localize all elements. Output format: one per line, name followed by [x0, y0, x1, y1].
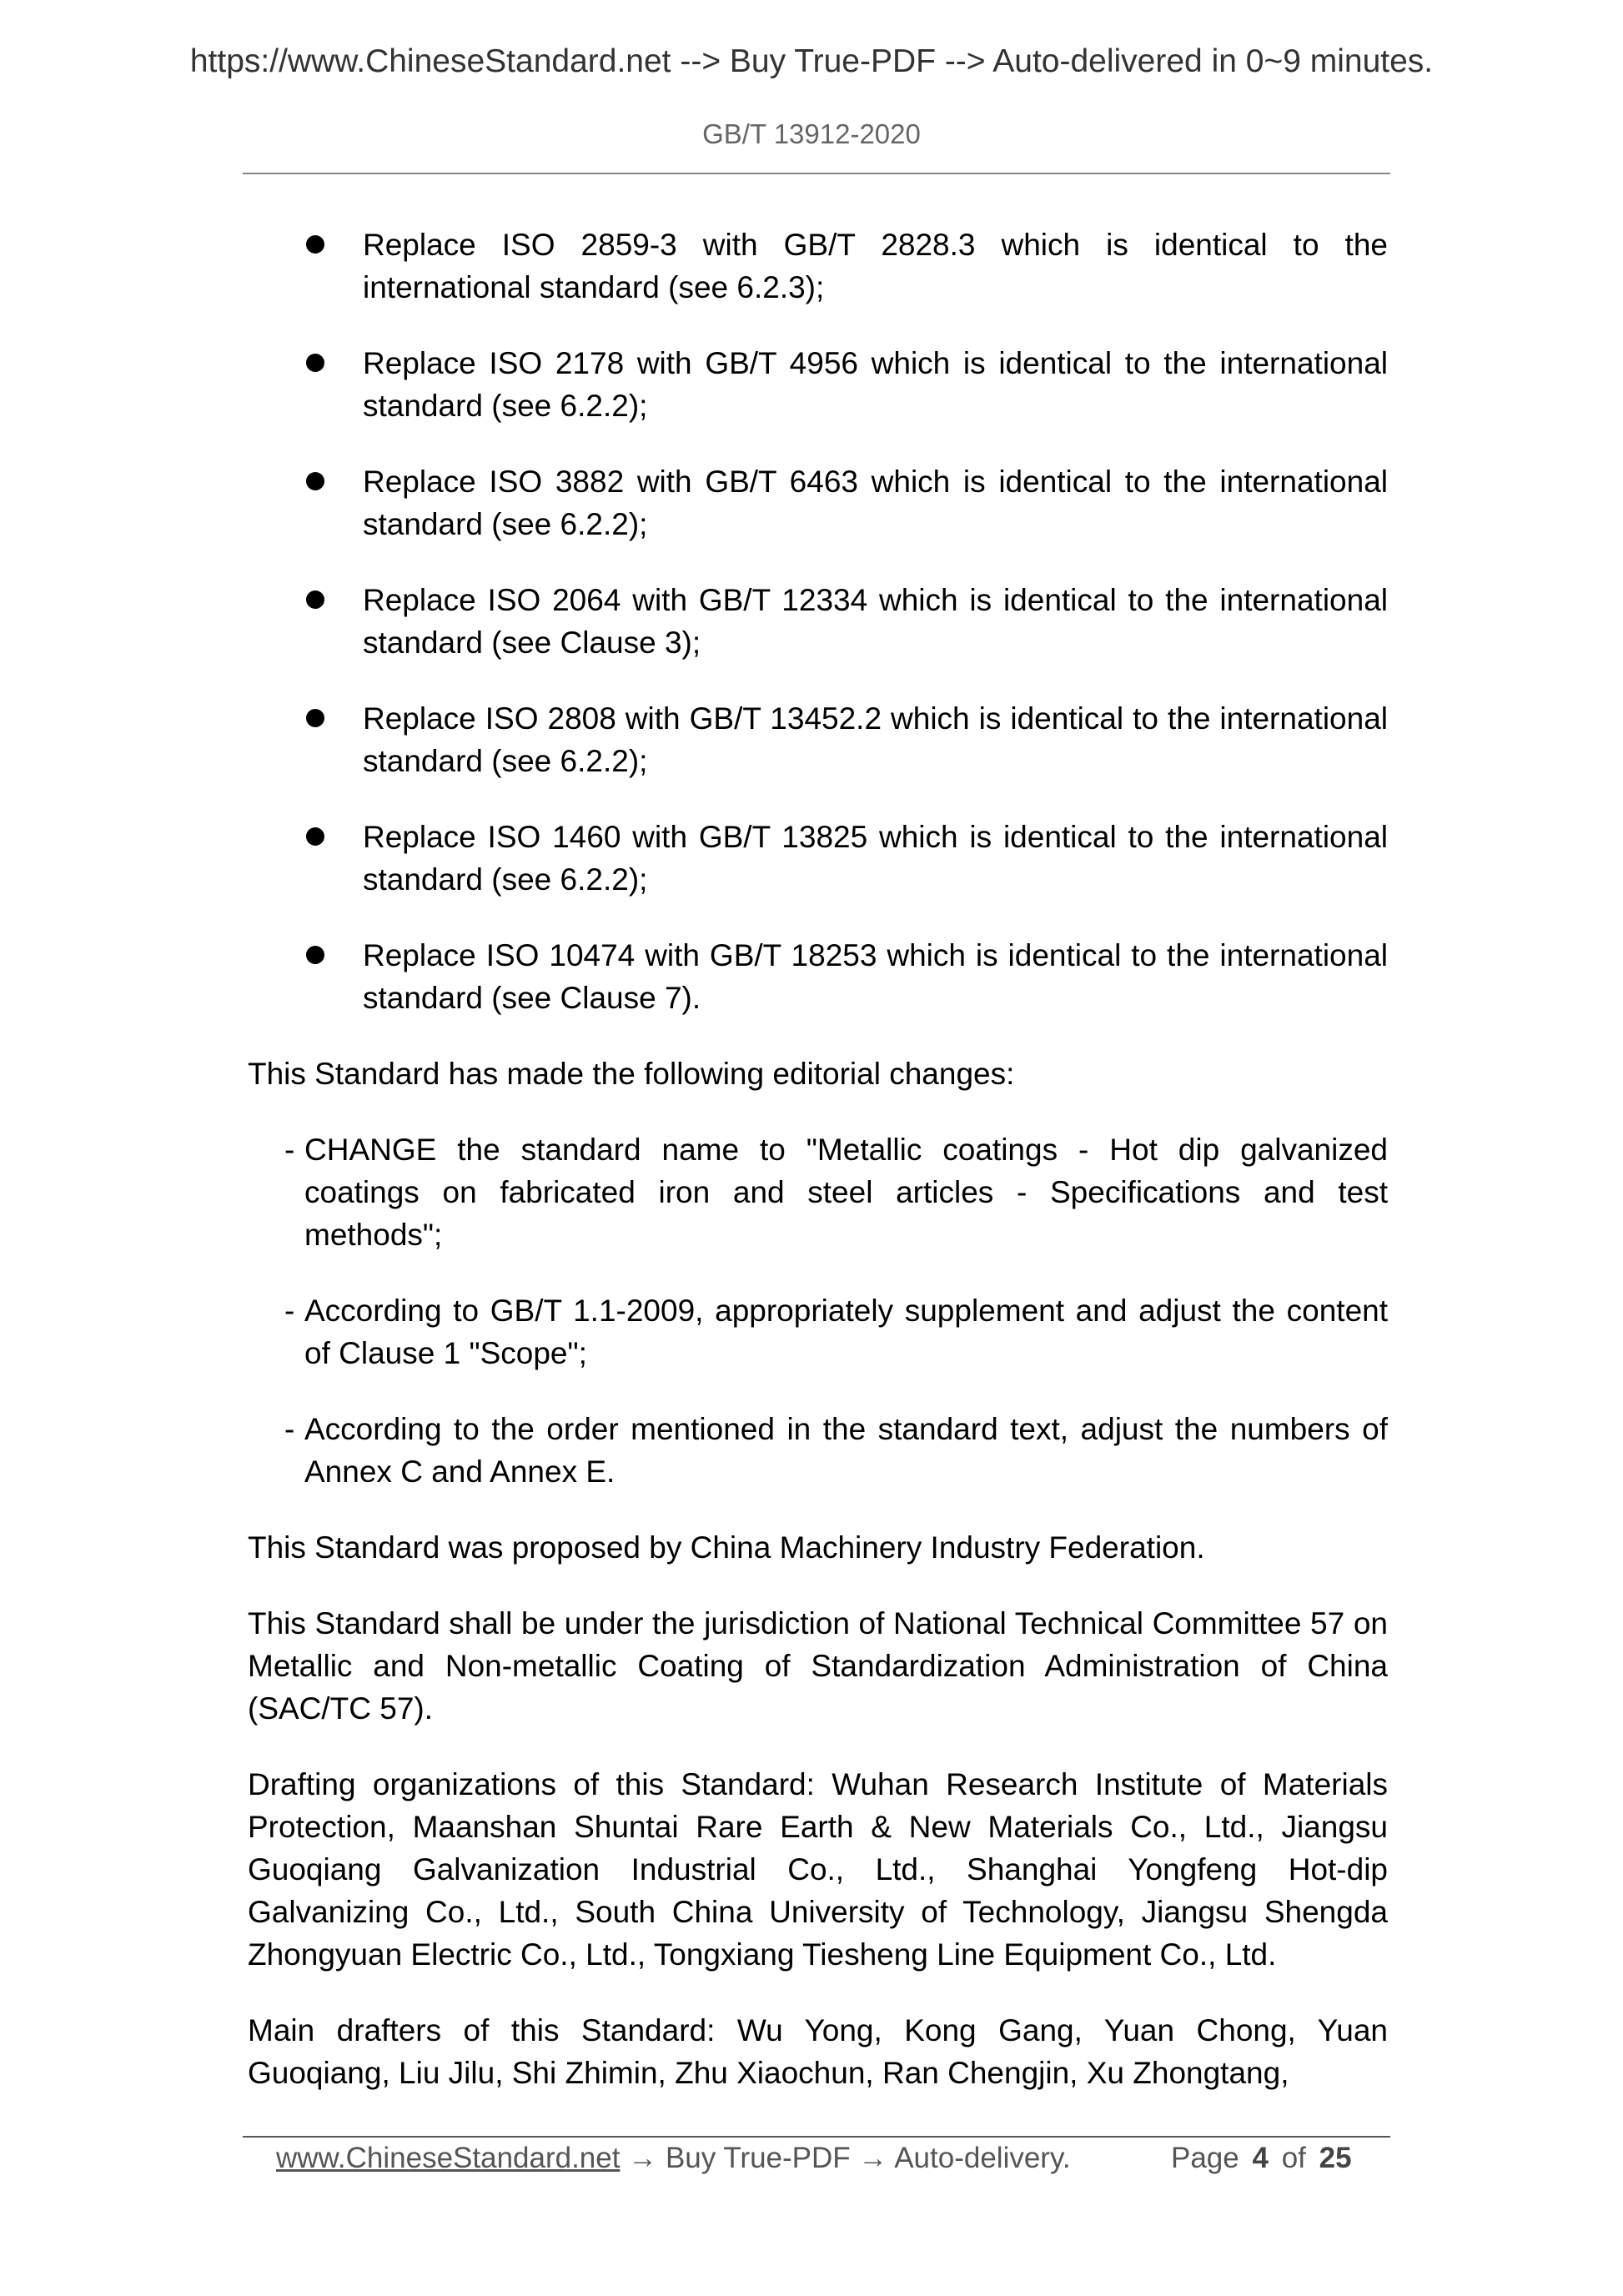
paragraphs: [248, 1526, 1388, 2094]
dash-marker: -: [284, 1294, 295, 1328]
bullet-text: Replace ISO 2808 with GB/T 13452.2 which is identical to the international standard (see 6.2.2);: [363, 701, 1388, 778]
arrow-icon: →: [628, 2142, 658, 2174]
bullet-item: [248, 579, 1388, 664]
bullet-item: [248, 697, 1388, 782]
footer-site-link[interactable]: www.ChineseStandard.net: [276, 2142, 621, 2174]
paragraph: Main drafters of this Standard: Wu Yong, Kong Gang, Yuan Chong, Yuan Guoqiang, Liu Jilu, Shi Zhimin, Zhu Xiaochun, Ran Chengjin, Xu Zhongtang,: [248, 2013, 1388, 2090]
bullet-item: [248, 224, 1388, 309]
bullet-text: Replace ISO 2859-3 with GB/T 2828.3 which is identical to the international standard (see 6.2.3);: [363, 228, 1388, 304]
bullet-item: [248, 816, 1388, 901]
bullet-icon: [306, 590, 324, 609]
editorial-change-text: According to the order mentioned in the standard text, adjust the numbers of Annex C and Annex E.: [304, 1412, 1388, 1489]
footer-buy-text: Buy True-PDF: [665, 2142, 851, 2174]
of-label: of: [1281, 2142, 1306, 2174]
bullet-text: Replace ISO 3882 with GB/T 6463 which is identical to the international standard (see 6.2.2);: [363, 465, 1388, 541]
bullet-list: [248, 224, 1388, 1019]
total-pages: 25: [1319, 2142, 1352, 2174]
page-label: Page: [1171, 2142, 1239, 2174]
bullet-text: Replace ISO 2178 with GB/T 4956 which is identical to the international standard (see 6.2.2);: [363, 346, 1388, 423]
bullet-text: Replace ISO 10474 with GB/T 18253 which is identical to the international standard (see Clause 7).: [363, 938, 1388, 1015]
top-banner: https://www.ChineseStandard.net --> Buy True-PDF --> Auto-delivered in 0~9 minutes.: [189, 43, 1434, 79]
editorial-change-text: CHANGE the standard name to "Metallic coatings - Hot dip galvanized coatings on fabricated iron and steel articles - Specifications and test methods";: [304, 1133, 1388, 1252]
page-number: [1171, 2138, 1352, 2179]
editorial-change-item: [248, 1408, 1388, 1493]
bullet-icon: [306, 946, 324, 964]
bullet-item: [248, 342, 1388, 427]
footer: [276, 2138, 1071, 2179]
page-content: [248, 224, 1388, 2128]
bullet-icon: [306, 235, 324, 254]
bullet-icon: [306, 472, 324, 490]
editorial-change-list: [248, 1128, 1388, 1493]
document-code: GB/T 13912-2020: [702, 118, 921, 149]
editorial-change-text: According to GB/T 1.1-2009, appropriately supplement and adjust the content of Clause 1 "Scope";: [304, 1294, 1388, 1370]
bullet-item: [248, 460, 1388, 545]
footer-delivery-text: Auto-delivery.: [894, 2142, 1071, 2174]
paragraph: This Standard shall be under the jurisdiction of National Technical Committee 57 on Metallic and Non-metallic Coating of Standardization Administration of China (SAC/TC 57).: [248, 1606, 1388, 1726]
editorial-change-item: [248, 1128, 1388, 1256]
bullet-item: [248, 934, 1388, 1019]
arrow-icon: →: [858, 2142, 888, 2174]
editorial-change-item: [248, 1289, 1388, 1374]
bullet-text: Replace ISO 2064 with GB/T 12334 which is identical to the international standard (see Clause 3);: [363, 583, 1388, 660]
current-page: 4: [1252, 2142, 1269, 2174]
dash-marker: -: [284, 1133, 295, 1167]
dash-marker: -: [284, 1412, 295, 1446]
bullet-icon: [306, 354, 324, 372]
bullet-icon: [306, 709, 324, 727]
bullet-text: Replace ISO 1460 with GB/T 13825 which is identical to the international standard (see 6.2.2);: [363, 820, 1388, 897]
paragraph: Drafting organizations of this Standard: Wuhan Research Institute of Materials Protection, Maanshan Shuntai Rare Earth & New Materials Co., Ltd., Jiangsu Guoqiang Galvanization Industrial Co., Ltd., Shanghai Yongfeng Hot-dip Galvanizing Co., Ltd., South China University of Technology, Jiangsu Shengda Zhongyuan Electric Co., Ltd., Tongxiang Tiesheng Line Equipment Co., Ltd.: [248, 1767, 1388, 1972]
editorial-intro: This Standard has made the following editorial changes:: [248, 1057, 1015, 1091]
bullet-icon: [306, 827, 324, 846]
header-divider: [243, 173, 1390, 174]
paragraph: This Standard was proposed by China Machinery Industry Federation.: [248, 1530, 1205, 1565]
